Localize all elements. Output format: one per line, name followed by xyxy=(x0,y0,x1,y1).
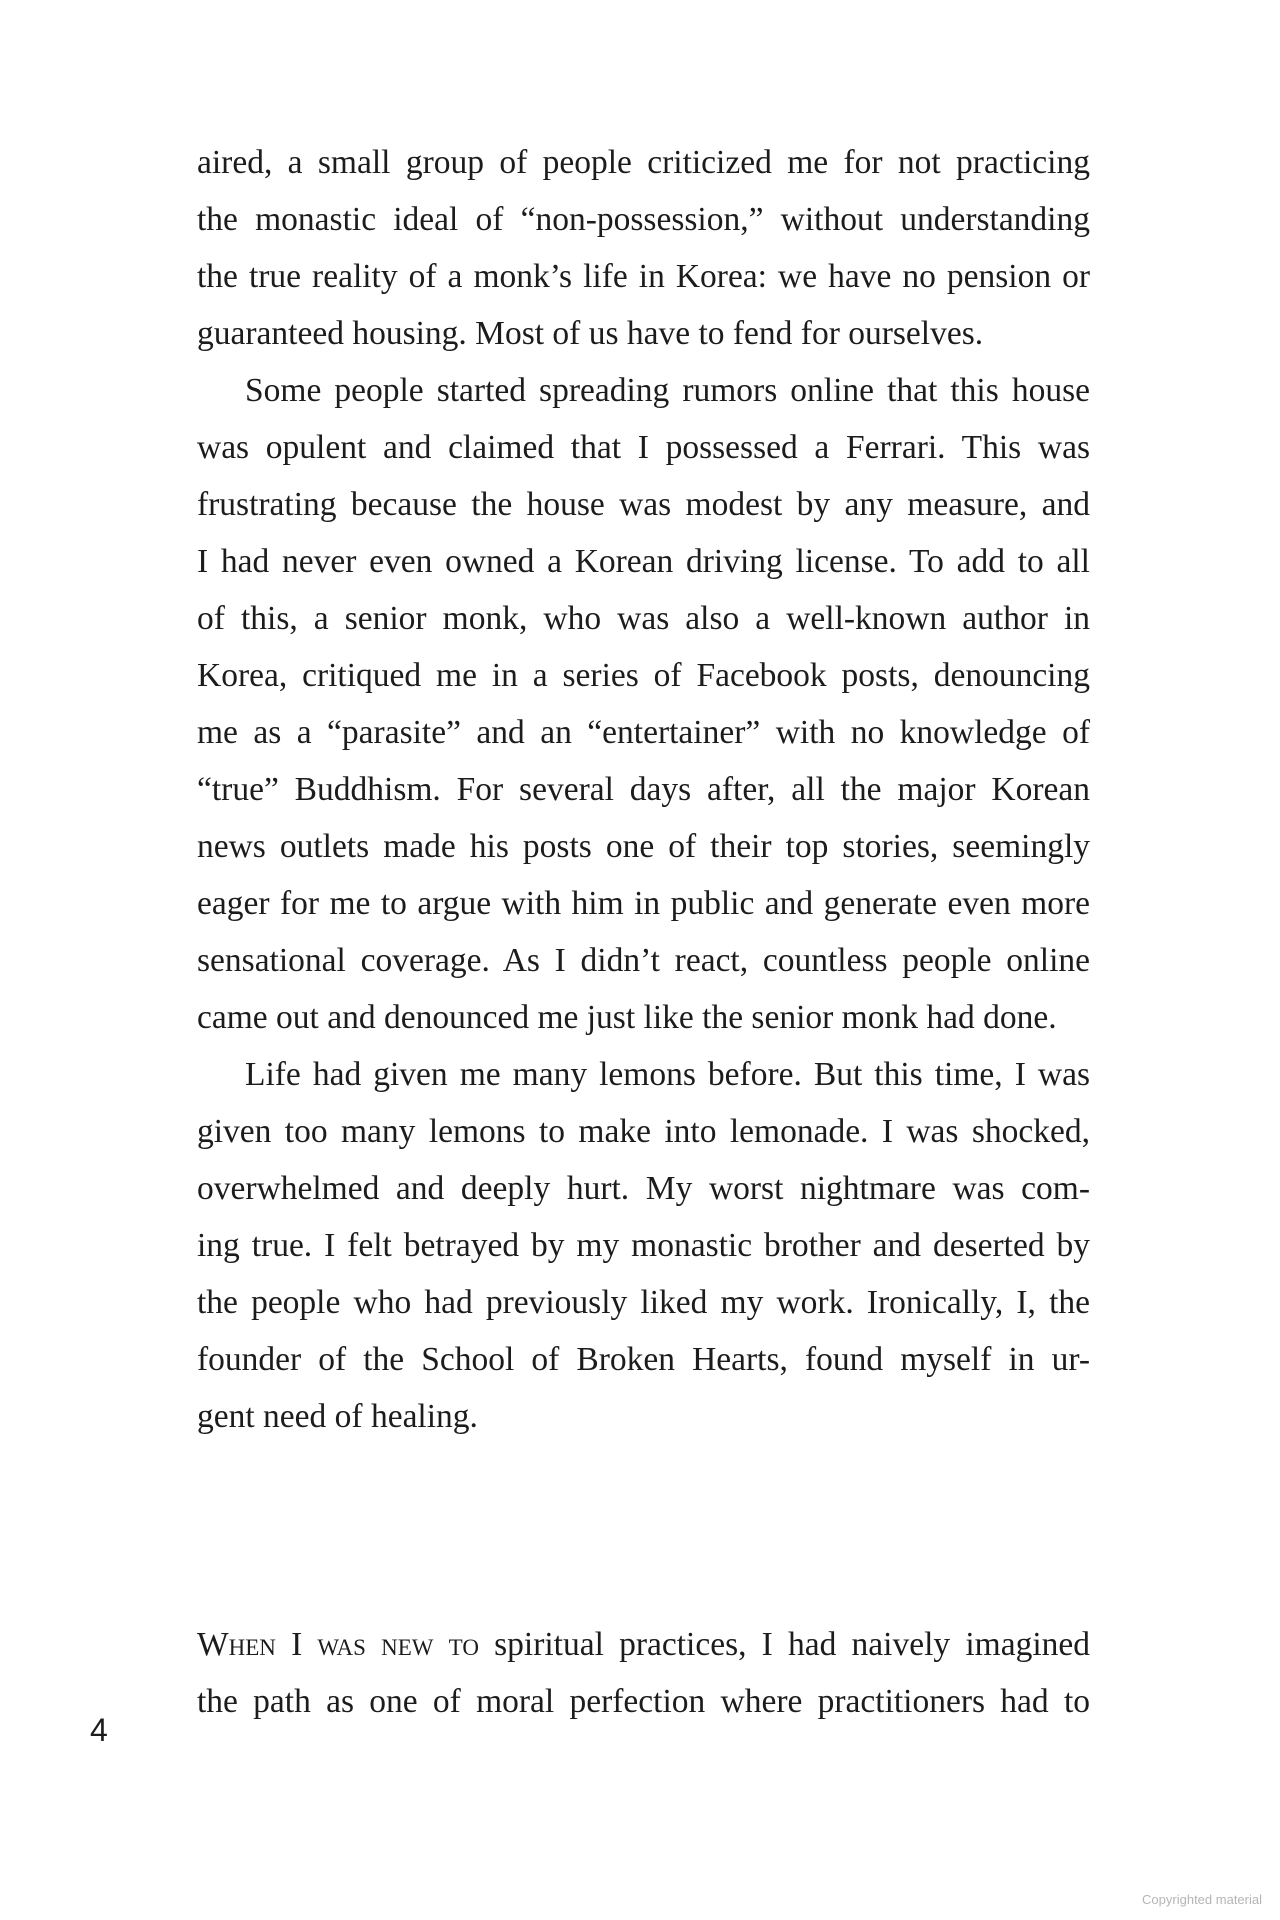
text-line: the monastic ideal of “non-possession,” without understanding xyxy=(197,201,1090,238)
text-line: I had never even owned a Korean driving license. To add to all xyxy=(197,543,1090,580)
text-line xyxy=(197,1616,1090,1673)
paragraph-1 xyxy=(197,134,1090,362)
text-line: gent need of healing. xyxy=(197,1398,478,1435)
text-line: me as a “parasite” and an “entertainer” with no knowledge of xyxy=(197,714,1090,751)
text-line: came out and denounced me just like the senior monk had done. xyxy=(197,999,1057,1036)
text-line: news outlets made his posts one of their top stories, seemingly xyxy=(197,828,1090,865)
text-line: the path as one of moral perfection where practitioners had to xyxy=(197,1683,1090,1720)
text-line-rest: spiritual practices, I had naively imagined xyxy=(478,1626,1090,1663)
text-line: ing true. I felt betrayed by my monastic brother and deserted by xyxy=(197,1227,1090,1264)
text-line: overwhelmed and deeply hurt. My worst nightmare was com- xyxy=(197,1170,1090,1207)
text-line: Some people started spreading rumors online that this house xyxy=(245,372,1090,409)
small-caps-lead-in: When I was new to xyxy=(197,1626,479,1663)
page-number: 4 xyxy=(90,1712,108,1748)
text-line: given too many lemons to make into lemonade. I was shocked, xyxy=(197,1113,1090,1150)
text-line: of this, a senior monk, who was also a well-known author in xyxy=(197,600,1090,637)
copyright-watermark: Copyrighted material xyxy=(1142,1892,1262,1907)
paragraph-4 xyxy=(197,1616,1090,1730)
text-line: eager for me to argue with him in public and generate even more xyxy=(197,885,1090,922)
text-line: founder of the School of Broken Hearts, found myself in ur- xyxy=(197,1341,1090,1378)
text-line: was opulent and claimed that I possessed a Ferrari. This was xyxy=(197,429,1090,466)
text-line: the true reality of a monk’s life in Korea: we have no pension or xyxy=(197,258,1090,295)
body-text xyxy=(197,134,1090,1730)
text-line: Korea, critiqued me in a series of Facebook posts, denouncing xyxy=(197,657,1090,694)
section-break xyxy=(197,1445,1090,1616)
text-line: guaranteed housing. Most of us have to fend for ourselves. xyxy=(197,315,984,352)
text-line: frustrating because the house was modest by any measure, and xyxy=(197,486,1090,523)
text-line: aired, a small group of people criticized me for not practicing xyxy=(197,144,1090,181)
paragraph-3 xyxy=(197,1046,1090,1445)
text-line: Life had given me many lemons before. But this time, I was xyxy=(245,1056,1090,1093)
text-line: “true” Buddhism. For several days after, all the major Korean xyxy=(197,771,1090,808)
paragraph-2 xyxy=(197,362,1090,1046)
text-line: sensational coverage. As I didn’t react, countless people online xyxy=(197,942,1090,979)
text-line: the people who had previously liked my work. Ironically, I, the xyxy=(197,1284,1090,1321)
